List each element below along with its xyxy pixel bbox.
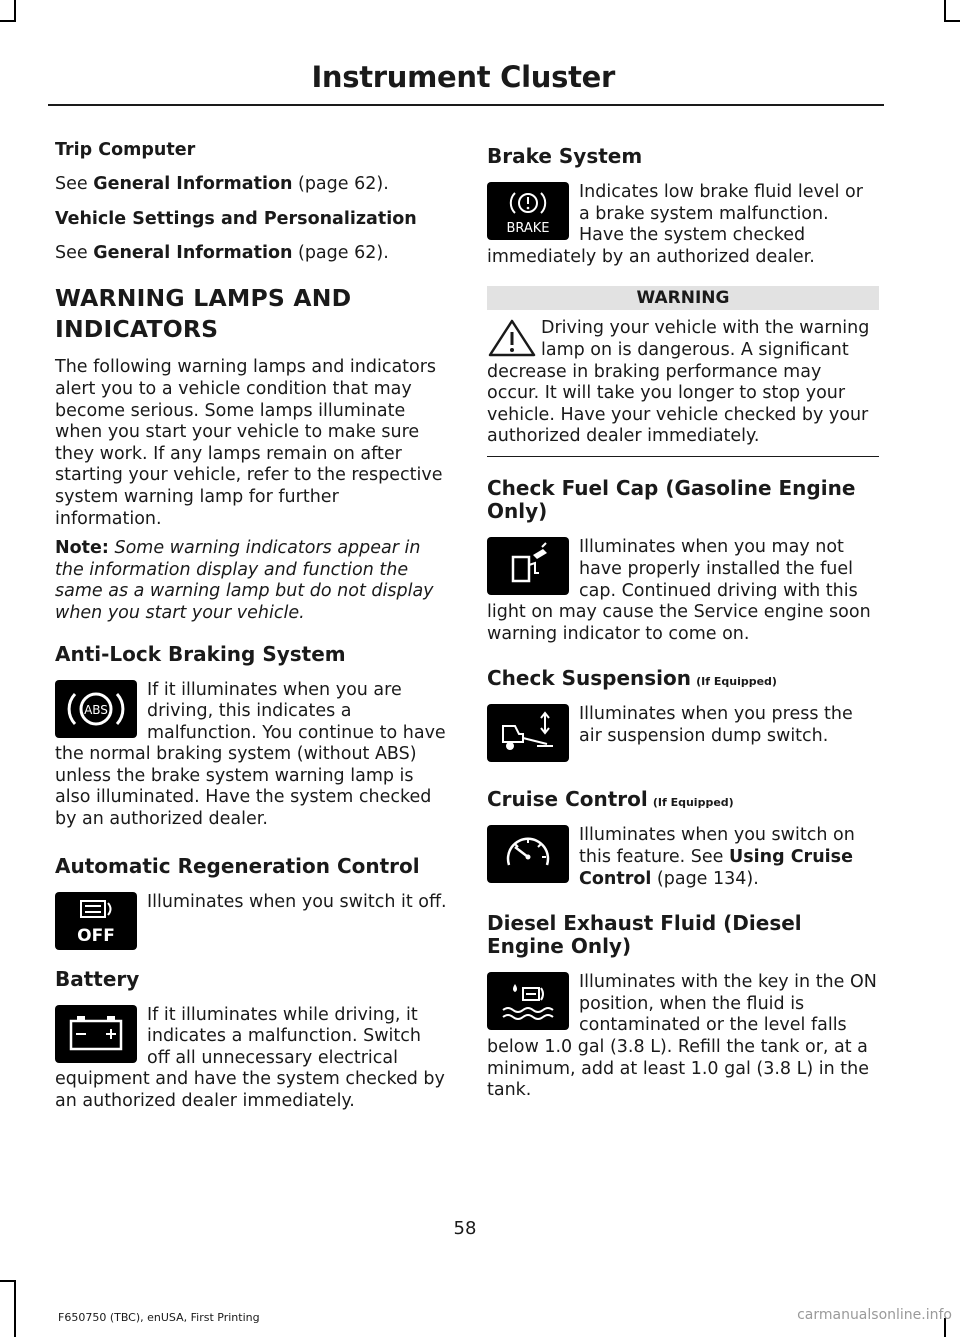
warning-entry xyxy=(487,318,879,448)
general-information-link[interactable]: General Information xyxy=(93,173,293,194)
regen-description: Illuminates when you switch it off. xyxy=(147,891,447,912)
fuel-cap-heading: Check Fuel Cap (Gasoline Engine Only) xyxy=(487,476,856,524)
def-description: Illuminates with the key in the ON position, when the fluid is contaminated or the level falls below 1.0 gal (3.8 L). Refill the tank or, at a minimum, add at least 1.0 gal (3.8 L) in the tank. xyxy=(487,972,877,1101)
regen-off-icon xyxy=(55,892,137,950)
diesel-exhaust-fluid-icon xyxy=(487,972,569,1030)
abs-entry xyxy=(55,680,447,831)
brake-description: Indicates low brake fluid level or a brake system malfunction. Have the system checked immediately by an authorized dealer. xyxy=(487,182,863,267)
intro-paragraph: The following warning lamps and indicators alert you to a vehicle condition that may become serious. Some lamps illuminate when you start your vehicle to make sure they work. If any lamps remain on after starting your vehicle, refer to the respective system warning lamp for further information. xyxy=(55,357,443,529)
warning-rule xyxy=(487,456,879,458)
abs-icon xyxy=(55,680,137,738)
svg-text:OFF: OFF xyxy=(77,925,115,946)
fuel-cap-description: Illuminates when you may not have properly installed the fuel cap. Continued driving with this light on may cause the Service engine soon warning indicator to come on. xyxy=(487,537,871,644)
page-title: Instrument Cluster xyxy=(311,60,615,94)
crop-mark xyxy=(0,20,16,22)
section-title: WARNING LAMPS AND INDICATORS xyxy=(55,284,352,344)
def-entry xyxy=(487,972,879,1102)
cruise-entry xyxy=(487,825,879,890)
battery-heading: Battery xyxy=(55,966,140,991)
trip-computer-heading: Trip Computer xyxy=(55,140,196,160)
brake-entry xyxy=(487,182,879,268)
battery-description: If it illuminates while driving, it indicates a malfunction. Switch off all unnecessary electrical equipment and have the system checked by an authorized dealer immediately. xyxy=(55,1004,445,1112)
header-rule xyxy=(48,104,884,106)
crop-mark xyxy=(944,20,960,22)
regen-entry xyxy=(55,892,447,954)
suspension-heading: Check Suspension (If Equipped) xyxy=(487,666,777,691)
crop-mark xyxy=(0,1280,16,1282)
footer-imprint: F650750 (TBC), enUSA, First Printing xyxy=(58,1311,260,1324)
brake-icon xyxy=(487,182,569,240)
trip-computer-reference: See General Information (page 62). xyxy=(55,173,389,194)
abs-description: If it illuminates when you are driving, this indicates a malfunction. You continue to have the normal braking system (without ABS) unless the brake system warning lamp is also illuminated. Have the system checked by an authorized dealer. xyxy=(55,679,446,830)
svg-text:ABS: ABS xyxy=(84,702,108,717)
crop-mark xyxy=(944,0,946,22)
fuel-cap-icon xyxy=(487,537,569,595)
cruise-heading: Cruise Control (If Equipped) xyxy=(487,787,734,812)
suspension-icon xyxy=(487,704,569,762)
left-column xyxy=(55,140,447,1113)
cruise-control-icon xyxy=(487,825,569,883)
general-information-link[interactable]: General Information xyxy=(93,242,293,263)
crop-mark xyxy=(14,1280,16,1337)
warning-bar: WARNING xyxy=(487,286,879,310)
crop-mark xyxy=(14,0,16,22)
suspension-description: Illuminates when you press the air suspension dump switch. xyxy=(579,704,853,746)
brake-heading: Brake System xyxy=(487,144,643,168)
using-cruise-control-link[interactable]: Using Cruise Control xyxy=(579,847,853,889)
page-number: 58 xyxy=(453,1218,477,1239)
note-paragraph: Note: Some warning indicators appear in the information display and function the same as a warning lamp but do not display when you start your vehicle. xyxy=(55,538,434,623)
warning-triangle-icon xyxy=(487,318,537,358)
vehicle-settings-heading: Vehicle Settings and Personalization xyxy=(55,209,417,230)
battery-entry xyxy=(55,1005,447,1113)
right-column xyxy=(487,140,879,1102)
abs-heading: Anti-Lock Braking System xyxy=(55,641,346,666)
suspension-entry xyxy=(487,704,879,766)
vehicle-settings-reference: See General Information (page 62). xyxy=(55,242,389,263)
warning-text: Driving your vehicle with the warning lamp on is dangerous. A significant decrease in braking performance may occur. It will take you longer to stop your vehicle. Have your vehicle checked by your authorized dealer immediately. xyxy=(487,318,870,447)
fuel-cap-entry xyxy=(487,537,879,645)
regen-heading: Automatic Regeneration Control xyxy=(55,853,420,878)
svg-text:BRAKE: BRAKE xyxy=(506,221,550,236)
battery-icon xyxy=(55,1005,137,1063)
def-heading: Diesel Exhaust Fluid (Diesel Engine Only) xyxy=(487,911,802,959)
cruise-description: Illuminates when you switch on this feature. See Using Cruise Control (page 134). xyxy=(579,825,855,889)
watermark: carmanualsonline.info xyxy=(797,1307,952,1323)
